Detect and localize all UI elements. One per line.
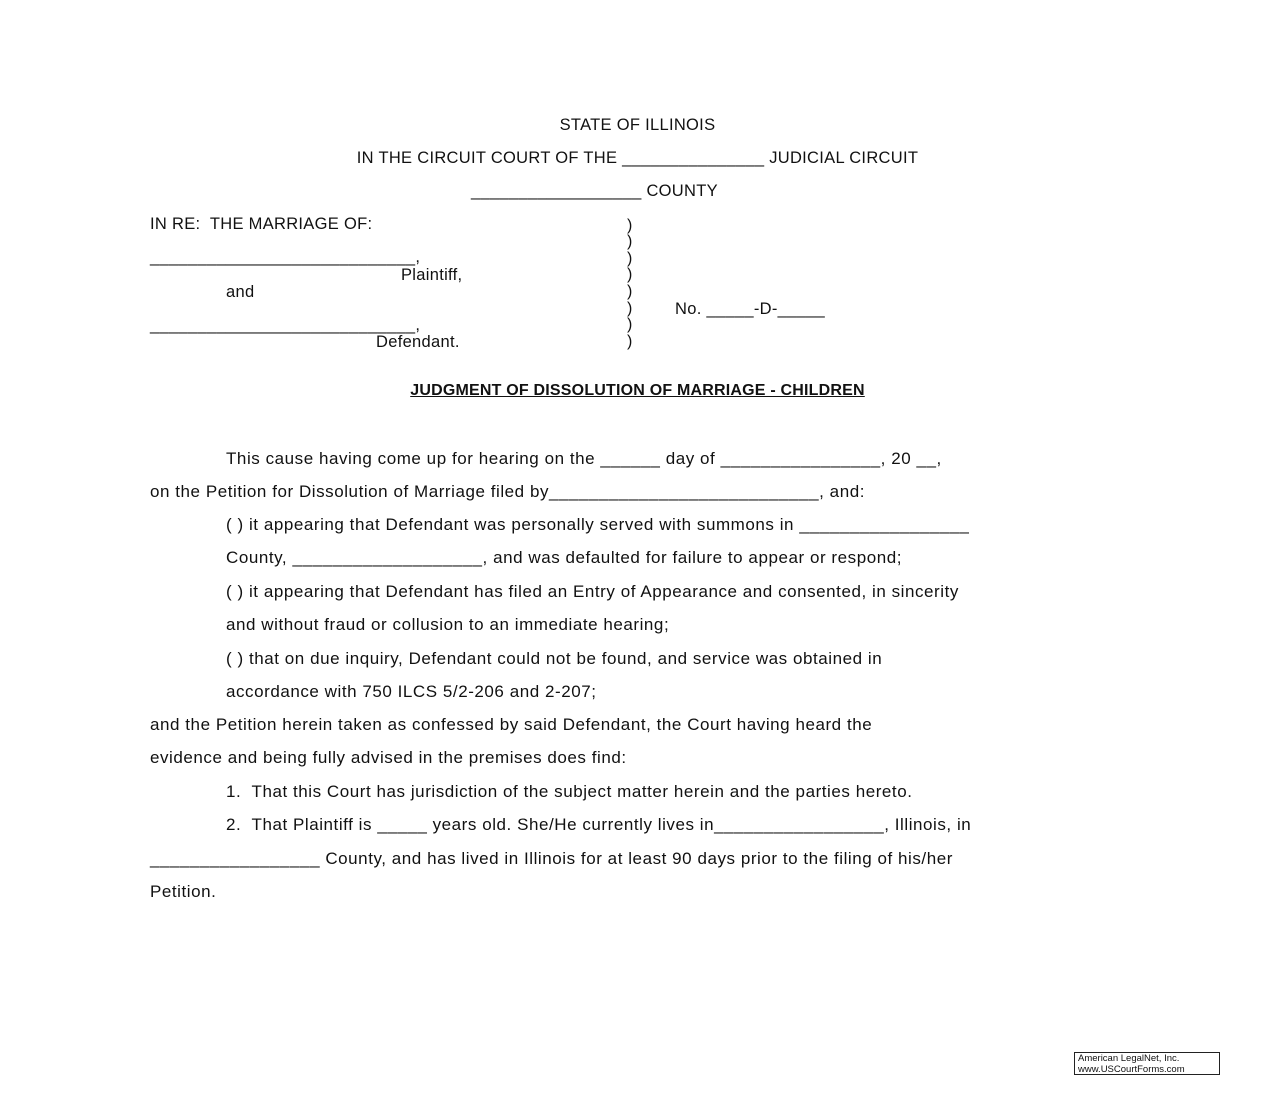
body-line: ( ) it appearing that Defendant has filed an Entry of Appearance and consented, in sincerity [226,582,959,601]
county-heading: __________________ COUNTY [471,182,718,200]
plaintiff-name-blank: ____________________________, [150,248,421,266]
body-line: on the Petition for Dissolution of Marriage filed by___________________________, and: [150,482,865,501]
body-line: evidence and being fully advised in the premises does find: [150,748,627,767]
body-line: This cause having come up for hearing on the ______ day of ________________, 20 __, [226,449,942,468]
body-line: _________________ County, and has lived in Illinois for at least 90 days prior to the filing of his/her [150,849,953,868]
finding-1: 1. That this Court has jurisdiction of the subject matter herein and the parties hereto. [226,782,913,801]
caption-bracket: ) [627,283,633,300]
publisher-name: American LegalNet, Inc. [1078,1053,1180,1064]
body-line: and without fraud or collusion to an immediate hearing; [226,615,670,634]
body-line: and the Petition herein taken as confessed by said Defendant, the Court having heard the [150,715,873,734]
caption-bracket: ) [627,233,633,250]
body-line: County, ___________________, and was defaulted for failure to appear or respond; [226,548,902,567]
court-heading: IN THE CIRCUIT COURT OF THE _______________ JUDICIAL CIRCUIT [356,149,919,167]
state-heading: STATE OF ILLINOIS [559,116,716,134]
body-line: ( ) it appearing that Defendant was personally served with summons in _________________ [226,515,970,534]
caption-bracket: ) [627,316,633,333]
and-label: and [226,283,255,301]
caption-bracket: ) [627,300,633,317]
publisher-url: www.USCourtForms.com [1078,1064,1185,1075]
body-line: ( ) that on due inquiry, Defendant could not be found, and service was obtained in [226,649,883,668]
case-number: No. _____-D-_____ [675,300,826,318]
body-line: accordance with 750 ILCS 5/2-206 and 2-207; [226,682,597,701]
document-title: JUDGMENT OF DISSOLUTION OF MARRIAGE - CHILDREN [410,382,865,399]
defendant-name-blank: ____________________________, [150,316,421,334]
caption-bracket: ) [627,250,633,267]
finding-2: 2. That Plaintiff is _____ years old. She/He currently lives in_________________, Illinois, in [226,815,972,834]
caption-bracket: ) [627,333,633,350]
body-line: Petition. [150,882,217,901]
caption-bracket: ) [627,217,633,234]
defendant-label: Defendant. [376,333,460,351]
in-re-label: IN RE: THE MARRIAGE OF: [150,215,373,233]
caption-bracket: ) [627,266,633,283]
plaintiff-label: Plaintiff, [401,266,463,284]
publisher-stamp [1074,1052,1220,1075]
